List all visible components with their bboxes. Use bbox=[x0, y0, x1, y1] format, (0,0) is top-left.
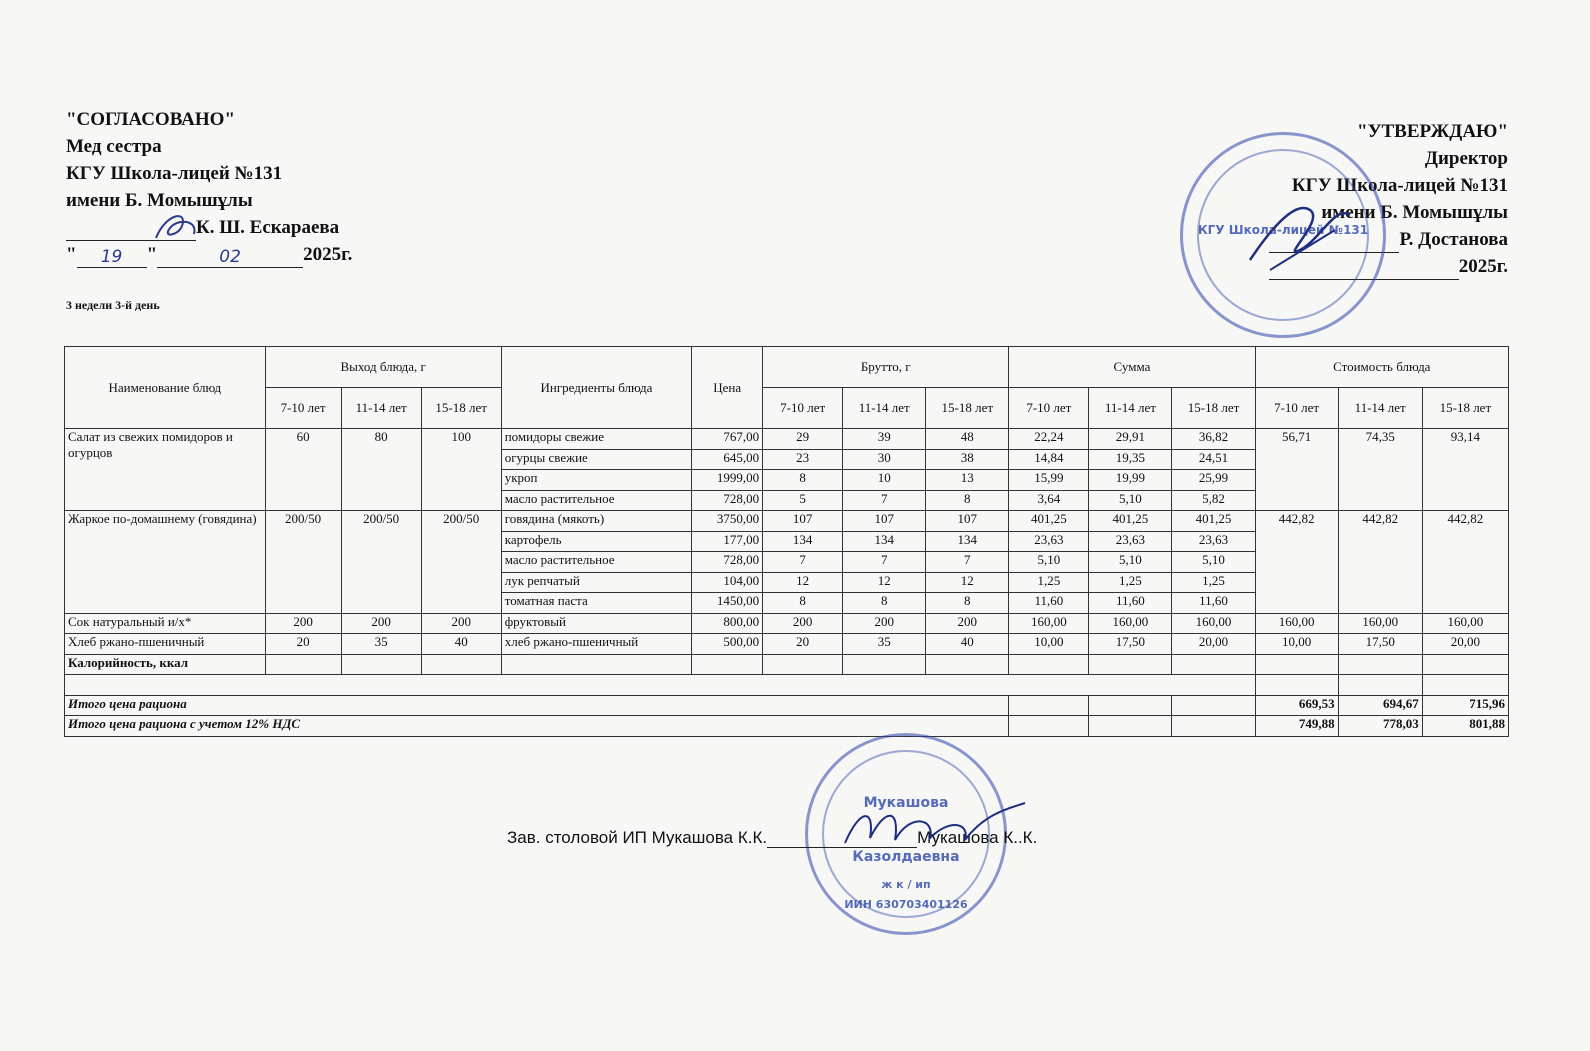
empty-cell bbox=[1009, 695, 1089, 716]
header-brutto-age-2: 15-18 лет bbox=[926, 388, 1009, 429]
dish-output: 35 bbox=[341, 634, 421, 655]
ingredient-brutto: 8 bbox=[843, 593, 926, 614]
ingredient-name: огурцы свежие bbox=[501, 449, 691, 470]
ingredient-price: 728,00 bbox=[692, 490, 763, 511]
approval-right-title: "УТВЕРЖДАЮ" bbox=[1357, 121, 1508, 142]
director-signature bbox=[1240, 190, 1360, 280]
dish-output: 60 bbox=[265, 429, 341, 511]
ingredient-name: хлеб ржано-пшеничный bbox=[501, 634, 691, 655]
ingredient-brutto: 8 bbox=[926, 593, 1009, 614]
ingredient-sum: 19,35 bbox=[1089, 449, 1172, 470]
approval-left-role: Мед сестра bbox=[66, 136, 162, 157]
dish-output: 200 bbox=[265, 613, 341, 634]
dish-cost: 442,82 bbox=[1422, 511, 1508, 614]
ingredient-brutto: 8 bbox=[926, 490, 1009, 511]
ingredient-sum: 1,25 bbox=[1089, 572, 1172, 593]
ingredient-sum: 23,63 bbox=[1089, 531, 1172, 552]
ingredient-name: картофель bbox=[501, 531, 691, 552]
header-cost-age-0: 7-10 лет bbox=[1255, 388, 1338, 429]
total-vat-row-value: 778,03 bbox=[1338, 716, 1422, 737]
header-brutto-age-1: 11-14 лет bbox=[843, 388, 926, 429]
ingredient-price: 1450,00 bbox=[692, 593, 763, 614]
ingredient-brutto: 107 bbox=[763, 511, 843, 532]
ingredient-brutto: 134 bbox=[926, 531, 1009, 552]
empty-cell bbox=[65, 675, 1256, 696]
ingredient-name: укроп bbox=[501, 470, 691, 491]
ingredient-name: масло растительное bbox=[501, 552, 691, 573]
ingredient-sum: 160,00 bbox=[1172, 613, 1255, 634]
dish-output: 40 bbox=[421, 634, 501, 655]
ingredient-brutto: 23 bbox=[763, 449, 843, 470]
dish-cost: 74,35 bbox=[1338, 429, 1422, 511]
ip-stamp-line1: Мукашова bbox=[863, 795, 949, 811]
ingredient-sum: 29,91 bbox=[1089, 429, 1172, 450]
approval-right-org-name: имени Б. Момышұлы bbox=[1321, 202, 1508, 223]
approval-right-name: Р. Достанова bbox=[1399, 229, 1508, 250]
ingredient-sum: 23,63 bbox=[1172, 531, 1255, 552]
ingredient-sum: 22,24 bbox=[1009, 429, 1089, 450]
header-dish: Наименование блюд bbox=[65, 347, 266, 429]
dish-cost: 93,14 bbox=[1422, 429, 1508, 511]
dish-cost: 10,00 bbox=[1255, 634, 1338, 655]
header-sum: Сумма bbox=[1009, 347, 1255, 388]
header-output-age-0: 7-10 лет bbox=[265, 388, 341, 429]
approval-left-date: " 19 " 02 2025г. bbox=[66, 244, 353, 267]
dish-cost: 20,00 bbox=[1422, 634, 1508, 655]
total-vat-row-value: 801,88 bbox=[1422, 716, 1508, 737]
ingredient-name: томатная паста bbox=[501, 593, 691, 614]
total-vat-row bbox=[65, 716, 1509, 737]
total-row-label: Итого цена рациона bbox=[65, 695, 1009, 716]
ingredient-sum: 5,82 bbox=[1172, 490, 1255, 511]
ingredient-sum: 5,10 bbox=[1089, 490, 1172, 511]
empty-cell bbox=[1172, 654, 1255, 675]
total-row-value: 715,96 bbox=[1422, 695, 1508, 716]
left-signature bbox=[148, 208, 208, 248]
approval-left-title: "СОГЛАСОВАНО" bbox=[66, 109, 236, 130]
ingredient-sum: 160,00 bbox=[1009, 613, 1089, 634]
ingredient-sum: 20,00 bbox=[1172, 634, 1255, 655]
ingredient-brutto: 200 bbox=[763, 613, 843, 634]
footer-left: Зав. столовой ИП Мукашова К.К. bbox=[507, 828, 768, 847]
age-group-row bbox=[65, 388, 1509, 429]
ingredient-brutto: 12 bbox=[763, 572, 843, 593]
dish-cost: 160,00 bbox=[1422, 613, 1508, 634]
ingredient-sum: 19,99 bbox=[1089, 470, 1172, 491]
ingredient-name: масло растительное bbox=[501, 490, 691, 511]
header-brutto: Брутто, г bbox=[763, 347, 1009, 388]
spacer-row bbox=[65, 675, 1509, 696]
empty-cell bbox=[1009, 654, 1089, 675]
header-output-age-2: 15-18 лет bbox=[421, 388, 501, 429]
total-row bbox=[65, 695, 1509, 716]
ip-stamp-line3: ж к / ип bbox=[881, 878, 931, 891]
header-price: Цена bbox=[692, 347, 763, 429]
dish-cost: 17,50 bbox=[1338, 634, 1422, 655]
header-cost-age-1: 11-14 лет bbox=[1338, 388, 1422, 429]
ingredient-sum: 401,25 bbox=[1089, 511, 1172, 532]
ingredient-price: 177,00 bbox=[692, 531, 763, 552]
ip-signature bbox=[840, 798, 1030, 858]
header-output: Выход блюда, г bbox=[265, 347, 501, 388]
empty-cell bbox=[692, 654, 763, 675]
ingredient-brutto: 29 bbox=[763, 429, 843, 450]
header-output-age-1: 11-14 лет bbox=[341, 388, 421, 429]
empty-cell bbox=[1172, 695, 1255, 716]
ingredient-price: 500,00 bbox=[692, 634, 763, 655]
dish-output: 200/50 bbox=[421, 511, 501, 614]
dish-cost: 442,82 bbox=[1255, 511, 1338, 614]
ingredient-brutto: 30 bbox=[843, 449, 926, 470]
ingredient-brutto: 35 bbox=[843, 634, 926, 655]
ingredient-sum: 1,25 bbox=[1172, 572, 1255, 593]
ingredient-price: 800,00 bbox=[692, 613, 763, 634]
table-row bbox=[65, 634, 1509, 655]
dish-output: 200/50 bbox=[341, 511, 421, 614]
empty-cell bbox=[1422, 654, 1508, 675]
ingredient-sum: 15,99 bbox=[1009, 470, 1089, 491]
ingredient-sum: 401,25 bbox=[1172, 511, 1255, 532]
table-row bbox=[65, 613, 1509, 634]
menu-table bbox=[64, 346, 1509, 737]
approval-left-org-name: имени Б. Момышұлы bbox=[66, 190, 253, 211]
calories-row bbox=[65, 654, 1509, 675]
date-month: 02 bbox=[157, 247, 303, 268]
dish-cost: 442,82 bbox=[1338, 511, 1422, 614]
dish-name: Сок натуральный и/х* bbox=[65, 613, 266, 634]
ingredient-price: 728,00 bbox=[692, 552, 763, 573]
header-ingredients: Ингредиенты блюда bbox=[501, 347, 691, 429]
total-vat-row-value: 749,88 bbox=[1255, 716, 1338, 737]
dish-output: 200/50 bbox=[265, 511, 341, 614]
empty-cell bbox=[926, 654, 1009, 675]
ingredient-brutto: 5 bbox=[763, 490, 843, 511]
approval-left-year: 2025г. bbox=[303, 244, 353, 265]
ingredient-brutto: 107 bbox=[843, 511, 926, 532]
total-vat-row-label: Итого цена рациона с учетом 12% НДС bbox=[65, 716, 1009, 737]
dish-name: Салат из свежих помидоров и огурцов bbox=[65, 429, 266, 511]
ingredient-sum: 17,50 bbox=[1089, 634, 1172, 655]
approval-left-org: КГУ Школа-лицей №131 bbox=[66, 163, 283, 184]
ingredient-brutto: 12 bbox=[926, 572, 1009, 593]
ingredient-brutto: 20 bbox=[763, 634, 843, 655]
empty-cell bbox=[1338, 654, 1422, 675]
empty-cell bbox=[1172, 716, 1255, 737]
ingredient-sum: 10,00 bbox=[1009, 634, 1089, 655]
dish-output: 80 bbox=[341, 429, 421, 511]
ingredient-brutto: 107 bbox=[926, 511, 1009, 532]
day-label: 3 недели 3-й день bbox=[66, 298, 160, 312]
ip-stamp-line2: Казолдаевна bbox=[852, 849, 960, 865]
ingredient-sum: 14,84 bbox=[1009, 449, 1089, 470]
empty-cell bbox=[1089, 716, 1172, 737]
approval-right-role: Директор bbox=[1424, 148, 1508, 169]
empty-cell bbox=[1089, 654, 1172, 675]
ingredient-sum: 11,60 bbox=[1009, 593, 1089, 614]
ingredient-brutto: 13 bbox=[926, 470, 1009, 491]
ingredient-price: 767,00 bbox=[692, 429, 763, 450]
ingredient-name: фруктовый bbox=[501, 613, 691, 634]
ingredient-sum: 11,60 bbox=[1172, 593, 1255, 614]
dish-cost: 160,00 bbox=[1338, 613, 1422, 634]
empty-cell bbox=[421, 654, 501, 675]
approval-left-signature-line bbox=[66, 214, 352, 241]
ingredient-name: говядина (мякоть) bbox=[501, 511, 691, 532]
ingredient-brutto: 7 bbox=[763, 552, 843, 573]
ingredient-sum: 24,51 bbox=[1172, 449, 1255, 470]
empty-cell bbox=[1089, 695, 1172, 716]
ingredient-brutto: 7 bbox=[843, 490, 926, 511]
approval-left-name: К. Ш. Ескараева bbox=[196, 217, 340, 238]
ingredient-brutto: 12 bbox=[843, 572, 926, 593]
empty-cell bbox=[763, 654, 843, 675]
total-row-value: 694,67 bbox=[1338, 695, 1422, 716]
empty-cell bbox=[265, 654, 341, 675]
ingredient-brutto: 8 bbox=[763, 593, 843, 614]
ingredient-brutto: 39 bbox=[843, 429, 926, 450]
empty-cell bbox=[501, 654, 691, 675]
dish-output: 200 bbox=[341, 613, 421, 634]
header-sum-age-0: 7-10 лет bbox=[1009, 388, 1089, 429]
ingredient-brutto: 200 bbox=[843, 613, 926, 634]
dish-name: Жаркое по-домашнему (говядина) bbox=[65, 511, 266, 614]
dish-cost: 56,71 bbox=[1255, 429, 1338, 511]
ingredient-brutto: 40 bbox=[926, 634, 1009, 655]
table-row bbox=[65, 511, 1509, 532]
ingredient-brutto: 200 bbox=[926, 613, 1009, 634]
dish-cost: 160,00 bbox=[1255, 613, 1338, 634]
ip-stamp-line4: ИИН 630703401126 bbox=[844, 898, 968, 911]
ingredient-sum: 1,25 bbox=[1009, 572, 1089, 593]
total-row-value: 669,53 bbox=[1255, 695, 1338, 716]
ingredient-brutto: 8 bbox=[763, 470, 843, 491]
ingredient-sum: 5,10 bbox=[1089, 552, 1172, 573]
empty-cell bbox=[1338, 675, 1422, 696]
dish-output: 200 bbox=[421, 613, 501, 634]
ingredient-brutto: 10 bbox=[843, 470, 926, 491]
header-cost: Стоимость блюда bbox=[1255, 347, 1508, 388]
ingredient-sum: 3,64 bbox=[1009, 490, 1089, 511]
ingredient-price: 104,00 bbox=[692, 572, 763, 593]
ingredient-brutto: 48 bbox=[926, 429, 1009, 450]
ingredient-sum: 23,63 bbox=[1009, 531, 1089, 552]
dish-name: Хлеб ржано-пшеничный bbox=[65, 634, 266, 655]
table-row bbox=[65, 429, 1509, 450]
school-stamp-text: КГУ Школа-лицей №131 bbox=[1197, 223, 1369, 237]
approval-right-year: 2025г. bbox=[1458, 256, 1508, 277]
empty-cell bbox=[1255, 654, 1338, 675]
ingredient-sum: 160,00 bbox=[1089, 613, 1172, 634]
ingredient-name: помидоры свежие bbox=[501, 429, 691, 450]
header-sum-age-1: 11-14 лет bbox=[1089, 388, 1172, 429]
ingredient-name: лук репчатый bbox=[501, 572, 691, 593]
ingredient-sum: 5,10 bbox=[1172, 552, 1255, 573]
empty-cell bbox=[843, 654, 926, 675]
date-day: 19 bbox=[77, 247, 147, 268]
dish-output: 100 bbox=[421, 429, 501, 511]
ingredient-brutto: 134 bbox=[763, 531, 843, 552]
ingredient-brutto: 7 bbox=[843, 552, 926, 573]
approval-right-org: КГУ Школа-лицей №131 bbox=[1291, 175, 1508, 196]
ingredient-brutto: 134 bbox=[843, 531, 926, 552]
header-cost-age-2: 15-18 лет bbox=[1422, 388, 1508, 429]
ingredient-sum: 36,82 bbox=[1172, 429, 1255, 450]
ingredient-sum: 11,60 bbox=[1089, 593, 1172, 614]
menu-body bbox=[65, 429, 1509, 737]
approval-left bbox=[66, 106, 352, 268]
ingredient-price: 645,00 bbox=[692, 449, 763, 470]
ingredient-price: 3750,00 bbox=[692, 511, 763, 532]
footer-right: Мукашова К..К. bbox=[917, 828, 1038, 847]
empty-cell bbox=[1255, 675, 1338, 696]
empty-cell bbox=[1422, 675, 1508, 696]
empty-cell bbox=[341, 654, 421, 675]
dish-output: 20 bbox=[265, 634, 341, 655]
header-sum-age-2: 15-18 лет bbox=[1172, 388, 1255, 429]
ingredient-sum: 5,10 bbox=[1009, 552, 1089, 573]
calories-label: Калорийность, ккал bbox=[65, 654, 266, 675]
empty-cell bbox=[1009, 716, 1089, 737]
ingredient-price: 1999,00 bbox=[692, 470, 763, 491]
ingredient-brutto: 7 bbox=[926, 552, 1009, 573]
header-brutto-age-0: 7-10 лет bbox=[763, 388, 843, 429]
ingredient-sum: 401,25 bbox=[1009, 511, 1089, 532]
ingredient-sum: 25,99 bbox=[1172, 470, 1255, 491]
ingredient-brutto: 38 bbox=[926, 449, 1009, 470]
